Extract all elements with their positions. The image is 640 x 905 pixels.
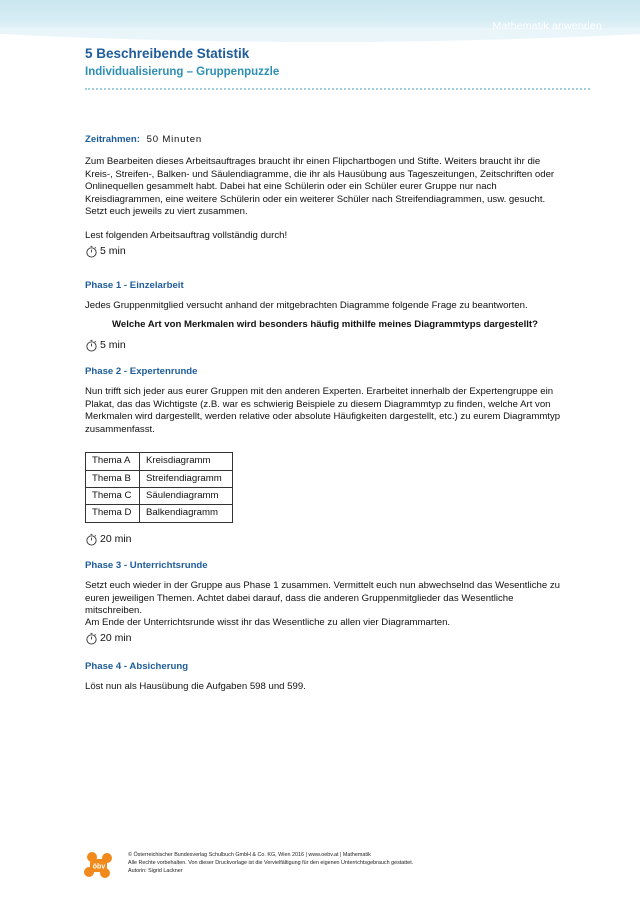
timeframe (85, 134, 565, 146)
stopwatch-icon (85, 245, 98, 258)
phase-1-question: Welche Art von Merkmalen wird besonders häufig mithilfe meines Diagrammtyps dargestellt? (112, 318, 538, 330)
page-subtitle: Individualisierung – Gruppenpuzzle (85, 66, 280, 78)
topic-theme: Thema A (86, 453, 140, 470)
duration-text: 20 min (100, 632, 132, 645)
phase-3-title: Phase 3 - Unterrichtsrunde (85, 559, 208, 571)
phase-4-text: Löst nun als Hausübung die Aufgaben 598 und 599. (85, 681, 306, 693)
phase-3-text: Setzt euch wieder in der Gruppe aus Phase 1 zusammen. Vermittelt euch nun abwechselnd das Wesentliche zu euren jeweiligen Themen. Achtet dabei darauf, dass die anderen Gruppenmitglieder das Wesentliche mitschreiben. (85, 580, 560, 616)
section-label: Mathematik anwenden (492, 20, 602, 32)
phase-1-duration (85, 339, 565, 352)
footer-rights: Alle Rechte vorbehalten. Von dieser Druckvorlage ist die Vervielfältigung für den eigenen Unterrichtsgebrauch gestattet. (128, 860, 414, 866)
topic-theme: Thema D (86, 505, 140, 522)
header-divider (85, 88, 590, 90)
oebv-logo (83, 850, 115, 880)
phase-3-text-2: Am Ende der Unterrichtsrunde wisst ihr das Wesentliche zu allen vier Diagrammarten. (85, 617, 451, 629)
phase-2-text: Nun trifft sich jeder aus eurer Gruppen mit den anderen Experten. Erarbeitet innerhalb der Expertengruppe ein Plakat, das das Wichtigste (z.B. war es schwierig Beispiele zu diesem Diagrammtyp zu finden, welche Art von Merkmalen wird dargestellt, werden relative oder absolute Häufigkeiten dargestellt, etc.) zu eurem Diagrammtyp zusammenfasst. (85, 386, 561, 435)
timeframe-value: 50 Minuten (146, 134, 203, 145)
topics-table (85, 452, 233, 523)
topic-diagram: Streifendiagramm (140, 470, 233, 487)
phase-2-duration (85, 533, 565, 546)
topic-diagram: Säulendiagramm (140, 487, 233, 504)
intro-duration (85, 245, 565, 258)
stopwatch-icon (85, 533, 98, 546)
table-row (86, 470, 233, 487)
table-row (86, 505, 233, 522)
topic-theme: Thema C (86, 487, 140, 504)
read-instruction: Lest folgenden Arbeitsauftrag vollständig durch! (85, 230, 288, 242)
phase-3-duration (85, 632, 565, 645)
intro-paragraph: Zum Bearbeiten dieses Arbeitsauftrages braucht ihr einen Flipchartbogen und Stifte. Weiters braucht ihr die Kreis-, Streifen-, Balken- und Säulendiagramme, die ihr als Hausübung aus Tageszeitungen, Zeitschriften oder Onlinequellen gesammelt habt. Dabei hat eine Schülerin oder ein Schüler eurer Gruppe nur nach Kreisdiagrammen, eine weitere Schülerin oder ein weiterer Schüler nach Streifendiagrammen, usw. gesucht. (85, 156, 555, 205)
footer-author: Autorin: Sigrid Lackner (128, 868, 183, 874)
footer-copyright: © Österreichischer Bundesverlag Schulbuch GmbH & Co. KG, Wien 2016 | www.oebv.at | Mathematik (128, 852, 371, 858)
timeframe-label: Zeitrahmen: (85, 134, 140, 145)
phase-4-title: Phase 4 - Absicherung (85, 660, 189, 672)
topic-diagram: Kreisdiagramm (140, 453, 233, 470)
worksheet-body (85, 134, 565, 694)
table-row (86, 453, 233, 470)
page-title: 5 Beschreibende Statistik (85, 46, 250, 61)
phase-2-title: Phase 2 - Expertenrunde (85, 366, 198, 378)
stopwatch-icon (85, 632, 98, 645)
duration-text: 20 min (100, 533, 132, 546)
stopwatch-icon (85, 339, 98, 352)
phase-1-text: Jedes Gruppenmitglied versucht anhand der mitgebrachten Diagramme folgende Frage zu beantworten. (85, 300, 528, 312)
logo-text: öbv (92, 863, 106, 871)
intro-group-line: Setzt euch jeweils zu viert zusammen. (85, 206, 248, 218)
topic-diagram: Balkendiagramm (140, 505, 233, 522)
topic-theme: Thema B (86, 470, 140, 487)
table-row (86, 487, 233, 504)
duration-text: 5 min (100, 245, 126, 258)
footer (128, 851, 413, 875)
duration-text: 5 min (100, 339, 126, 352)
phase-1-title: Phase 1 - Einzelarbeit (85, 279, 184, 291)
